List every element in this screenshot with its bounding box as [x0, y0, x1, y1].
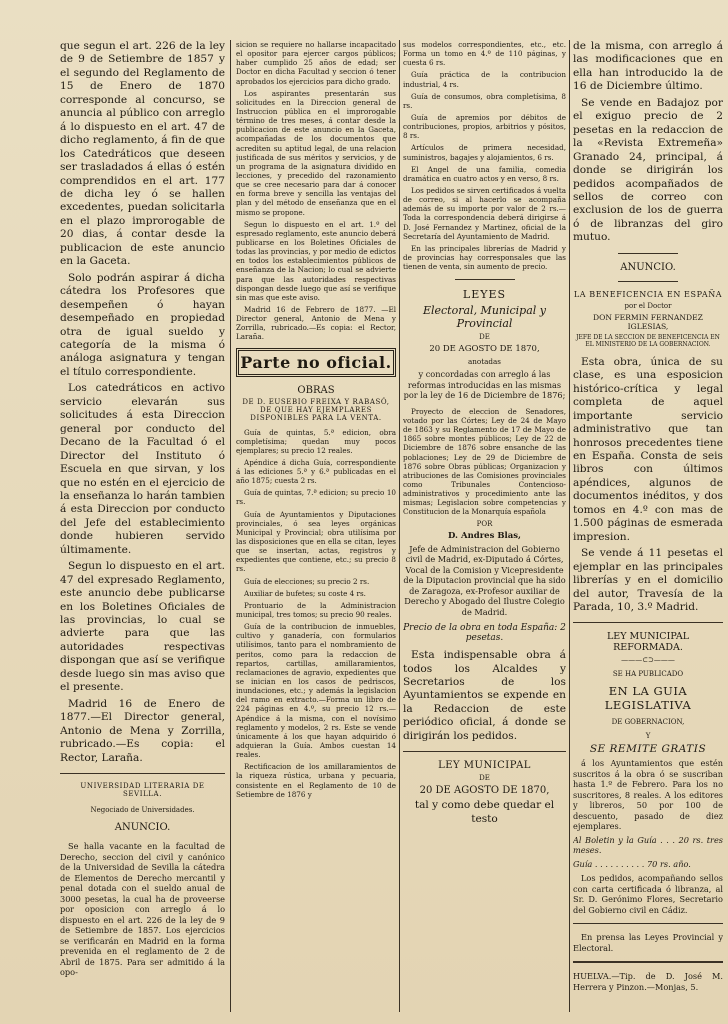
paragraph: Segun lo dispuesto en el art. 47 del expresado Reglamento, este anuncio debe publicarse en los Boletines Oficiales de las provincias, lo cual se advierte para que las autoridades respectivas dispongan que así se verifique desde luego sin mas aviso que el presente. [60, 560, 225, 694]
concordadas-text: y concordadas con arreglo á las reformas introducidas en las mismas por la ley de 16 de Diciembre de 1876; [403, 369, 566, 401]
paragraph: Los aspirantes presentarán sus solicitudes en la Direccion general de Instruccion pública en el improrogable término de tres meses, á contar desde la publicacion de este anuncio en la Gaceta, acompañadas de los documentos que acrediten su aptitud legal, de una relacion justificada de sus méritos y servicios, y de un programa de la asignatura dividido en lecciones, y precedido del razonamiento que se cree necesario para dar á conocer en forma breve y sencilla las ventajas del plan y del método de enseñanza que en el mismo se propone. [236, 88, 396, 217]
paragraph: Solo podrán aspirar á dicha cátedra los Profesores que desempeñen ó hayan desempeñado en propiedad otra de igual sueldo y categoría de la misma ó análoga asignatura y tengan el título correspondiente. [60, 271, 225, 378]
price-line: Al Boletin y la Guía . . . 20 rs. tres meses. [573, 834, 723, 856]
imprint: HUELVA.—Tip. de D. José M. Herrera y Pinzon.—Monjas, 5. [573, 971, 723, 992]
list-item: Rectificacion de los amillaramientos de la riqueza rústica, urbana y pecuaria, consistente en el Reglamento de 10 de Setiembre de 1876 y [236, 762, 396, 799]
anotadas-label: anotadas [468, 357, 501, 367]
gratis-heading: SE REMITE GRATIS [589, 743, 707, 756]
leyes-heading: LEYES [462, 288, 507, 302]
paragraph: Se vende en Badajoz por el exiguo precio de 2 pesetas en la redaccion de la «Revista Extremeña» Granado 24, principal, á donde se dirigirán los pedidos acompañados de sellos de correo con exclusion de los de guerra ó de libranzas del giro mutuo. [573, 96, 723, 244]
list-item: Guía práctica de la contribucion industrial, 4 rs. [403, 70, 566, 89]
author-name: DON FERMIN FERNANDEZ IGLESIAS, [593, 312, 703, 331]
price-line: Precio de la obra en toda España: 2 pesetas. [403, 623, 566, 644]
paragraph: Esta obra, única de su clase, es una esposicion histórico-crítica y legal completa de aquel importante servicio administrativo que tan honrosos precedentes tiene en España. Consta de seis libros con últimos apéndices, algunos de documentos inéditos, y dos tomos en 4.º con mas de 1.500 páginas de esmerada impresion. [573, 355, 723, 543]
author-description: JEFE DE LA SECCION DE BENEFICENCIA EN EL MINISTERIO DE LA GOBERNACION. [576, 333, 720, 348]
paragraph: Los pedidos se sirven certificados á vuelta de correo, si al hacerlo se acompaña además de su importe por valor de 2 rs.—Toda la correspondencia deberá dirigirse á D. José Fernandez y Martinez, oficial de la Secretaría del Ayuntamiento de Madrid. [403, 185, 566, 241]
ornament: ———⊂⊃——— [621, 656, 675, 665]
divider [573, 923, 723, 924]
divider [403, 751, 566, 752]
ley-municipal-heading: LEY MUNICIPAL [438, 760, 531, 772]
list-item: Apéndice á dicha Guía, correspondiente á las ediciones 5.ª y 6.ª publicadas en el año 1875; cuesta 2 rs. [236, 457, 396, 486]
paragraph: En las principales librerías de Madrid y de provincias hay corresponsales que las tienen de venta, sin aumento de precio. [403, 243, 566, 272]
signature-paragraph: Madrid 16 de Enero de 1877.—El Director general, Antonio de Mena y Zorrilla, rubricado.—Es copia: el Rector, Laraña. [60, 697, 225, 764]
column-1 [60, 40, 225, 1010]
de-label: DE [479, 774, 490, 783]
author-name: D. Andres Blas, [447, 530, 521, 541]
paragraph: tal y como debe quedar el testo [414, 799, 555, 825]
paragraph: sicion se requiere no hallarse incapacitado el opositor para ejercer cargos públicos; haber cumplido 25 años de edad; ser Doctor en dicha Facultad y seccion ó tener aprobados los ejercicios para dicho grado. [236, 40, 396, 86]
paragraph: En prensa las Leyes Provincial y Electoral. [573, 932, 723, 953]
paragraph: Segun lo dispuesto en el art. 1.º del espresado reglamento, este anuncio deberá publicarse en los Boletines Oficiales de todas las provincias, y por medio de edictos en todos los establecimientos públicos de enseñanza de la Nacion; lo cual se advierte para que las autoridades respectivas dispongan desde luego que así se verifique sin mas que este aviso. [236, 219, 396, 302]
list-item: Prontuario de la Administracion municipal, tres tomos; su precio 90 reales. [236, 600, 396, 620]
divider [60, 773, 225, 774]
paragraph: Los pedidos, acompañando sellos con carta certificada ó libranza, al Sr. D. Gerónimo Flores, Secretario del Gobierno civil en Cádiz. [573, 873, 723, 915]
paragraph: que segun el art. 226 de la ley de 9 de Setiembre de 1857 y el segundo del Reglamento de 15 de Enero de 1870 corresponde al concurso, se anuncia al público con arreglo á lo dispuesto en el art. 47 de dicho reglamento, á fin de que los Catedráticos que deseen ser trasladados á ellas ó estén comprendidos en el art. 177 de dicha ley ó se hallen excedentes, puedan solicitarla en el plazo improrogable de 20 dias, á contar desde la publicacion de este anuncio en la Gaceta. [60, 40, 225, 268]
obras-heading: OBRAS [297, 384, 335, 396]
list-item: Guía de elecciones; su precio 2 rs. [244, 576, 370, 586]
paragraph: Proyecto de eleccion de Senadores, votado por las Córtes; Ley de 24 de Mayo de 1863 y su Reglamento de 17 de Mayo de 1865 sobre montes públicos; Ley de 22 de Diciembre de 1876 sobre ensanche de las poblaciones; Ley de 29 de Diciembre de 1876 sobre Obras públicas; Organizacion y atribuciones de las Comisiones provinciales como Tribunales Contencioso-administrativos y procedimiento ante las mismas; Legislacion sobre competencias y Constitucion de la Monarquía española [403, 406, 566, 517]
paragraph: Se halla vacante en la facultad de Derecho, seccion del civil y canónico de la Universidad de Sevilla la cátedra de Elementos de Derecho mercantil y penal dotada con el sueldo anual de 3000 pesetas, la cual ha de proveerse por oposicion con arreglo á lo dispuesto en el art. 226 de la ley de 9 de Setiembre de 1857. Los ejercicios se verificarán en Madrid en la forma prevenida en el reglamento de 2 de Abril de 1875. Para ser admitido á la opo- [60, 841, 225, 978]
list-item: Guía de Ayuntamientos y Diputaciones provinciales, ó sea leyes orgánicas Municipal y Provincial; obra utilísima por las disposiciones que en ella se citan, leyes que se insertan, actas, registros y expedientes que contiene, etc.; su precio 8 rs. [236, 509, 396, 574]
anuncio-heading: ANUNCIO. [114, 822, 171, 834]
subheading: Negociado de Universidades. [90, 806, 195, 815]
paragraph: á los Ayuntamientos que estén suscritos á la obra ó se suscriban hasta 1.º de Febrero. Para los no suscritores, 8 reales. A los editores y libreros, 50 por 100 de descuento, pasado de diez ejemplares. [573, 758, 723, 832]
divider [573, 961, 723, 963]
column-4 [573, 40, 723, 1010]
book-title: LA BENEFICENCIA EN ESPAÑA [573, 289, 723, 299]
paragraph: Los catedráticos en activo servicio elevarán sus solicitudes á esta Direccion general por conducto del Decano de la Facultad ó el Director del Instituto ó Escuela en que sirvan, y los que no estén en el ejercicio de la enseñanza lo harán tambien á esta Direccion por conducto del Jefe del establecimiento donde hubieren servido últimamente. [60, 382, 225, 556]
list-item: Guía de la contribucion de inmuebles, cultivo y ganadería, con formularios utilísimos, tanto para el nombramiento de peritos, como para la redaccion de repartos, cartillas, amillaramientos, reclamaciones de agravio, expedientes que se inician en los casos de pedriscos, inundaciones, etc.; y además la legislacion del ramo en extracto.—Forma un libro de 224 páginas en 4.º, su precio 12 rs.—Apéndice á la misma, con el novísimo reglamento y modelos, 2 rs. Este se vende únicamente á los que hayan adquirido ó adquieran la Guía. Ambos cuestan 14 reales. [236, 622, 396, 760]
column-rule [230, 40, 231, 1012]
gobernacion-label: DE GOBERNACION, [611, 718, 685, 727]
price-line: Guía . . . . . . . . . . 70 rs. año. [573, 858, 691, 869]
column-rule [399, 40, 400, 1012]
divider [455, 279, 515, 280]
leyes-subheading: Electoral, Municipal y Provincial [422, 304, 547, 331]
obras-subheading: DE D. EUSEBIO FREIXA Y RABASÓ, DE QUE HAY EJEMPLARES DISPONIBLES PARA LA VENTA. [242, 397, 390, 422]
list-item: Guía de quintas, 7.ª edicion; su precio 10 rs. [236, 488, 396, 507]
list-item: Guía de consumos, obra completísima, 8 rs. [403, 91, 566, 110]
column-rule [569, 40, 570, 1012]
y-label: Y [645, 732, 651, 741]
list-item: Auxiliar de bufetes; su coste 4 rs. [244, 588, 366, 598]
date-line: 20 DE AGOSTO DE 1870, [419, 785, 550, 797]
signature-paragraph: Madrid 16 de Febrero de 1877. —El Director general, Antonio de Mena y Zorrilla, rubricado.—Es copia: el Rector, Laraña. [236, 304, 396, 342]
section-banner: Parte no oficial. [236, 348, 396, 377]
paragraph: Esta indispensable obra á todos los Alcaldes y Secretarios de los Ayuntamientos se expende en la Redaccion de este periódico oficial, á donde se dirigirán los pedidos. [403, 649, 566, 742]
paragraph: Se vende á 11 pesetas el ejemplar en las principales librerías y en el domicilio del autor, Travesía de la Parada, 10, 3.º Madrid. [573, 547, 723, 613]
list-item: sus modelos correspondientes, etc., etc. Forma un tomo en 4.º de 110 páginas, y cuesta 6 rs. [403, 40, 566, 68]
column-2 [236, 40, 396, 1010]
por-label: por el Doctor [624, 301, 672, 310]
por-label: POR [476, 519, 493, 528]
de-label: DE [479, 333, 490, 342]
anuncio-heading: ANUNCIO. [620, 261, 676, 273]
list-item: Guía de apremios por débitos de contribuciones, propios, arbitrios y pósitos, 8 rs. [403, 112, 566, 141]
published-label: SE HA PUBLICADO [612, 670, 684, 679]
column-3 [403, 40, 566, 1010]
list-item: Artículos de primera necesidad, suministros, bagajes y alojamientos, 6 rs. [403, 143, 566, 162]
divider [618, 281, 678, 282]
guia-heading: EN LA GUIA LEGISLATIVA [604, 684, 692, 713]
divider [618, 253, 678, 254]
divider [573, 622, 723, 623]
paragraph: de la misma, con arreglo á las modificaciones que en ella han introducido la de 16 de Diciembre último. [573, 40, 723, 93]
list-item: Guía de quintas, 5.ª edicion, obra completísima; quedan muy pocos ejemplares; su precio 12 reales. [236, 427, 396, 455]
date-line: 20 DE AGOSTO DE 1870, [429, 344, 540, 355]
author-description: Jefe de Administracion del Gobierno civil de Madrid, ex-Diputado á Córtes, Vocal de la Comision y Vicepresidente de la Diputacion provincial que ha sido de Zaragoza, ex-Profesor auxiliar de Derecho y Abogado del Ilustre Colegio de Madrid. [403, 543, 566, 617]
section-heading: UNIVERSIDAD LITERARIA DE SEVILLA. [80, 782, 205, 799]
list-item: El Angel de una familia, comedia dramática en cuatro actos y en verso, 8 rs. [403, 164, 566, 183]
ley-reformada-heading: LEY MUNICIPAL REFORMADA. [606, 631, 690, 654]
